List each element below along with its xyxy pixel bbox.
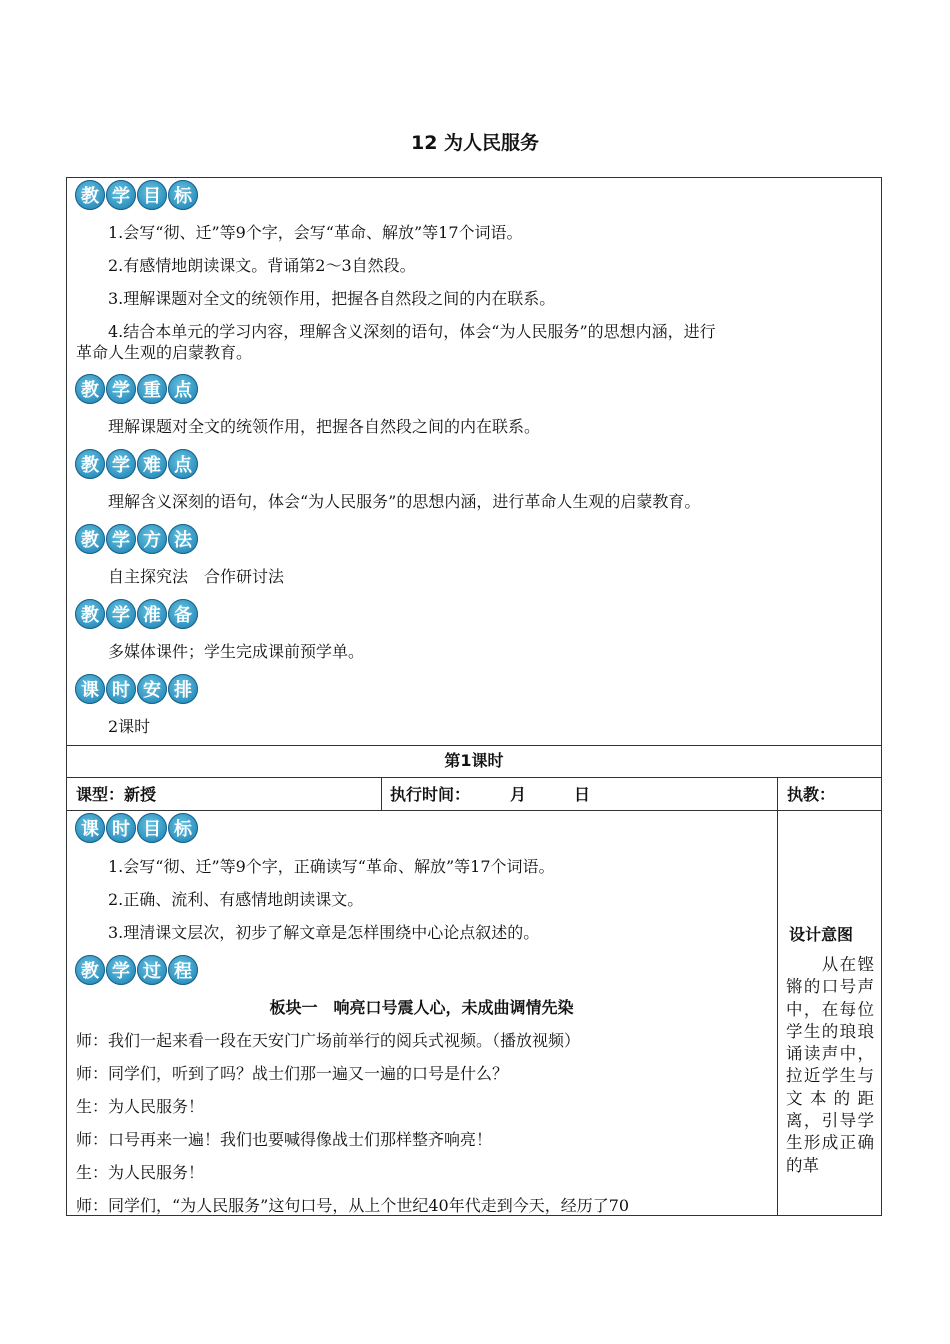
dialogue-line: 生：为人民服务！ <box>76 1097 205 1116</box>
badge-char: 备 <box>168 599 198 629</box>
badge-char: 程 <box>168 955 198 985</box>
lesson-goal-item: 2.正确、流利、有感情地朗读课文。 <box>108 890 364 909</box>
badge-char: 安 <box>137 674 167 704</box>
key-point-badge <box>75 374 198 404</box>
preparation-text: 多媒体课件；学生完成课前预学单。 <box>108 642 365 661</box>
badge-char: 点 <box>168 449 198 479</box>
badge-char: 学 <box>106 180 136 210</box>
badge-char: 目 <box>137 813 167 843</box>
dialogue-line: 师：同学们，听到了吗？战士们那一遍又一遍的口号是什么？ <box>76 1064 509 1083</box>
divider <box>66 777 882 778</box>
method-text: 自主探究法 合作研讨法 <box>108 567 285 586</box>
badge-char: 重 <box>137 374 167 404</box>
divider <box>66 810 882 811</box>
key-point-text: 理解课题对全文的统领作用，把握各自然段之间的内在联系。 <box>108 417 541 436</box>
badge-char: 目 <box>137 180 167 210</box>
badge-char: 准 <box>137 599 167 629</box>
badge-char: 点 <box>168 374 198 404</box>
design-intent-text: 从在铿锵的口号声中，在每位学生的琅琅诵读声中，拉近学生与文本的距离，引导学生形成正确的革 <box>786 955 874 1175</box>
divider <box>66 745 882 746</box>
badge-char: 教 <box>75 374 105 404</box>
badge-char: 时 <box>106 674 136 704</box>
badge-char: 课 <box>75 813 105 843</box>
block-title: 板块一 响亮口号震人心，未成曲调情先染 <box>269 998 574 1017</box>
schedule-text: 2课时 <box>108 717 151 736</box>
goal-item: 1.会写“彻、迁”等9个字，会写“革命、解放”等17个词语。 <box>108 223 523 242</box>
lesson-type: 课型：新授 <box>76 785 157 804</box>
schedule-badge <box>75 674 198 704</box>
difficulty-text: 理解含义深刻的语句，体会“为人民服务”的思想内涵，进行革命人生观的启蒙教育。 <box>108 492 701 511</box>
lesson-goals-badge <box>75 813 198 843</box>
badge-char: 教 <box>75 524 105 554</box>
dialogue-line: 师：我们一起来看一段在天安门广场前举行的阅兵式视频。（播放视频） <box>76 1031 581 1050</box>
process-badge <box>75 955 198 985</box>
preparation-badge <box>75 599 198 629</box>
badge-char: 学 <box>106 374 136 404</box>
badge-char: 法 <box>168 524 198 554</box>
goal-item: 4.结合本单元的学习内容，理解含义深刻的语句，体会“为人民服务”的思想内涵，进行 <box>108 322 716 341</box>
lesson-goal-item: 1.会写“彻、迁”等9个字，正确读写“革命、解放”等17个词语。 <box>108 857 555 876</box>
divider <box>777 777 778 1216</box>
lesson-header: 第1课时 <box>444 751 504 770</box>
badge-char: 学 <box>106 524 136 554</box>
badge-char: 时 <box>106 813 136 843</box>
page-title: 12 为人民服务 <box>410 132 540 154</box>
execution-time: 执行时间： 月 日 <box>390 785 591 804</box>
method-badge <box>75 524 198 554</box>
badge-char: 教 <box>75 449 105 479</box>
goal-item: 3.理解课题对全文的统领作用，把握各自然段之间的内在联系。 <box>108 289 556 308</box>
dialogue-line: 生：为人民服务！ <box>76 1163 205 1182</box>
divider <box>381 777 382 810</box>
badge-char: 过 <box>137 955 167 985</box>
badge-char: 教 <box>75 955 105 985</box>
dialogue-line: 师：同学们，“为人民服务”这句口号，从上个世纪40年代走到今天，经历了70 <box>76 1196 630 1215</box>
badge-char: 难 <box>137 449 167 479</box>
badge-char: 学 <box>106 449 136 479</box>
design-intent-title: 设计意图 <box>789 925 854 944</box>
goal-item: 2.有感情地朗读课文。背诵第2～3自然段。 <box>108 256 416 275</box>
teacher-label: 执教： <box>787 785 836 804</box>
badge-char: 学 <box>106 955 136 985</box>
badge-char: 课 <box>75 674 105 704</box>
badge-char: 教 <box>75 180 105 210</box>
badge-char: 学 <box>106 599 136 629</box>
badge-char: 标 <box>168 813 198 843</box>
difficulty-badge <box>75 449 198 479</box>
badge-char: 方 <box>137 524 167 554</box>
teaching-goals-badge <box>75 180 198 210</box>
badge-char: 标 <box>168 180 198 210</box>
goal-item-cont: 革命人生观的启蒙教育。 <box>76 343 253 362</box>
badge-char: 排 <box>168 674 198 704</box>
lesson-goal-item: 3.理清课文层次，初步了解文章是怎样围绕中心论点叙述的。 <box>108 923 540 942</box>
dialogue-line: 师：口号再来一遍！我们也要喊得像战士们那样整齐响亮！ <box>76 1130 493 1149</box>
badge-char: 教 <box>75 599 105 629</box>
